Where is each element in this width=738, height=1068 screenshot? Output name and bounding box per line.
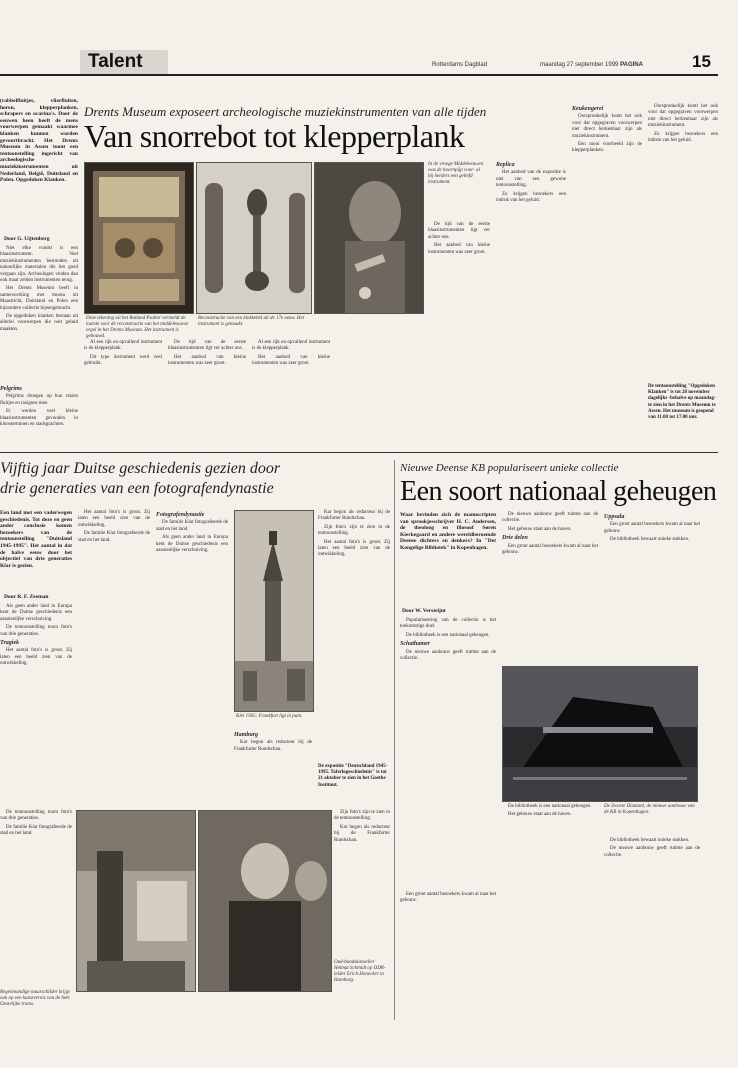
article2-column-7: Zijn foto's zijn te zien in de tentoonstelling. Kar begon als redacteur bij de Frankfurter Rundschau. <box>334 810 390 843</box>
article1-kicker: Drents Museum exposeert archeologische muziekinstrumenten van alle tijden <box>84 104 487 119</box>
hoornpijp-image <box>315 163 423 313</box>
article1-intro: (rabbelfluitjes, vlierfluiten, horen, klepperplanken, schrapers en ocarina's. Door de eeuwen heen heeft de mens voorwerpen gemaakt waarmee klanken kunnen worden gevoortbracht. Het Drents Museum in Assen toont een tentoonstelling ingericht van archeologische muziekinstrumenten uit Nederland, België, Duitsland en Polen. Opgedoken Klanken. <box>0 98 78 184</box>
article1-column-2: Al een rijk en opvallend instrument is de klepperplank. Dit type instrument werd veel gebruikt. <box>84 340 162 367</box>
article3-column-4: De bibliotheek is een nationaal geheugen. Het gebouw staat aan de haven. <box>508 804 592 818</box>
article2-column-1: Als geen ander land in Europa kent de Duitse geschiedenis een aanzienlijke verschuiving. De tentoonstelling toont foto's van drie generaties. Tragiek Het aantal foto's is groot. Zij laten een beeld zien van de ontwikkeling. <box>0 604 72 667</box>
article1-column-8: Oorspronkelijk komt het ook voor dat opgegraven voorwerpen niet direct herkenbaar zijn als muziekinstrument. Zo krijgen bezoekers een indruk van het geluid. <box>648 104 718 144</box>
article2-kicker: Vijftig jaar Duitse geschiedenis gezien door <box>0 460 281 477</box>
article2-byline: Door R. F. Zeeman <box>4 594 49 600</box>
klokkebel-photo <box>196 162 312 314</box>
schmidt-honecker-image <box>199 811 331 991</box>
hoornpijp-caption: In de vroege Middeleeuwen was de hoornpijp voor- al bij herders een geliefd instrument. <box>428 162 484 185</box>
article1-column-3: De tijd van de eerste blaasinstrumenten ligt ver achter ons. Het aanbod van kleine instrumenten was zeer groot. <box>168 340 246 367</box>
article2-intro: Een land met een vaderwegen geschiedenis. Tot deze en geen ander conclusie komen bezoekers van de tentoonstelling "Duitsland 1945-1995". Het aantal in dat de halve eeuw door het objectief van drie generaties Klar is gezien. <box>0 510 72 569</box>
frankfurt-caption: Klei 1965: Frankfurt ligt in puin. <box>236 714 303 719</box>
article3-intro: Waar bevinden zich de manuscripten van sprookjesschrijver H. C. Andersen, de theoloog en filosoof Søren Kierkegaard en andere wereldberoemde Deense dichters en denkers? In "Det Kongelige Bibliotek" in Kopenhagen. <box>400 512 496 551</box>
frankfurt-photo <box>234 510 314 712</box>
article1-column-6: Replica Het aanbod van de expositie is niet van een gewone tentoonstelling. Zo krijgen bezoekers een indruk van het geluid. <box>496 162 566 204</box>
schmidt-caption: Oud-bondskanselier Helmut Schmidt op DDR-leider Erich Honecker in Hamburg. <box>334 960 386 983</box>
schmidt-honecker-photo <box>198 810 332 992</box>
section-title: Talent <box>88 51 143 72</box>
article2-headline: drie generaties van een fotografendynastie <box>0 480 274 497</box>
klokkebel-image <box>197 163 311 313</box>
wall-painter-photo <box>76 810 196 992</box>
psalter-illustration-image <box>85 163 193 313</box>
article2-infobox: De expositie "Deutschland 1945-1995. Taferlogeschiedenis" is tot 21 oktober te zien in het Goethe Instituut. <box>318 764 388 788</box>
zwarte-diamant-caption: De Zwarte Diamant, de nieuwe aanbouw van de KB in Kopenhagen. <box>604 804 695 815</box>
article2-column-3: Fotografendynastie De familie Klar fotografeerde de stad en het land. Als geen ander land in Europa kent de Duitse geschiedenis een aanzienlijke verschuiving. <box>156 512 228 554</box>
article3-column-1: Populariseering van de collectie is het toekomstige doel. De bibliotheek is een nationaal geheugen. Schathamer De nieuwe aanbouw geeft ruimte aan de collectie. <box>400 618 496 662</box>
article3-column-3: Uppsala Een groot aantal bezoekers kwam al naar het gebouw. De bibliotheek bewaart unieke stukken. <box>604 514 700 543</box>
article1-byline: Door G. Uijtenberg <box>4 236 50 242</box>
article3-kicker: Nieuwe Deense KB populariseert unieke collectie <box>400 462 619 474</box>
hoornpijp-photo <box>314 162 424 314</box>
article3-column-5: De bibliotheek bewaart unieke stukken. De nieuwe aanbouw geeft ruimte aan de collectie. <box>604 838 700 858</box>
article3-column-2: De nieuwe aanbouw geeft ruimte aan de collectie. Het gebouw staat aan de haven. Drie delen Een groot aantal bezoekers kwam al naar het gebouw. <box>502 512 598 556</box>
zwarte-diamant-photo <box>502 666 698 802</box>
article-separator <box>0 452 718 453</box>
article1-column-7: Keukengerei Oorspronkelijk komt het ook voor dat opgegraven voorwerpen niet direct herkenbaar zijn als muziekinstrument. Een mooi voorbeeld zijn de klepperplanken. <box>572 106 642 154</box>
header-rule <box>0 74 718 76</box>
issue-date: maandag 27 september 1999 PAGINA <box>540 62 643 68</box>
psalter-illustration-photo <box>84 162 194 314</box>
newspaper-name: Rotterdams Dagblad <box>432 62 488 68</box>
article2-column-6: De tentoonstelling toont foto's van drie generaties. De familie Klar fotografeerde de stad en het land. <box>0 810 72 837</box>
column-divider <box>394 460 395 1020</box>
psalter-caption: Deze tekening uit het Rutland Psalter vermeldt de laatste voor de reconstructie van het middeleeuwse orgel in het Drents Museum. Het instrument is gebouwd. <box>86 316 189 339</box>
wall-painter-caption: Regenmandige muurschilder krijgt ook op een kunstvernis van de hele Oostelijke trams. <box>0 990 70 1007</box>
frankfurt-image <box>235 511 313 711</box>
article1-column-4: Al een rijk en opvallend instrument is de klepperplank. Het aanbod van kleine instrumenten was zeer groot. <box>252 340 330 367</box>
article2-column-4: Hamburg Kar begon als redacteur bij de Frankfurter Rundschau. <box>234 732 312 752</box>
article1-column-5: De tijd van de eerste blaasinstrumenten ligt ver achter ons. Het aanbod van kleine instrumenten was zeer groot. <box>428 222 490 255</box>
article1-infobox: De tentoonstelling "Opgedoken Klanken" is tot 28 november dagelijks -behalve op maandag- te zien in het Drents Museum te Assen. Het museum is geopend van 11.00 tot 17.00 uur. <box>648 384 716 421</box>
article2-column-5: Kar begon als redacteur bij de Frankfurter Rundschau. Zijn foto's zijn te zien in de tentoonstelling. Het aantal foto's is groot. Zij laten een beeld zien van de ontwikkeling. <box>318 510 390 558</box>
article2-column-2: Het aantal foto's is groot. Zij laten een beeld zien van de ontwikkeling. De familie Klar fotografeerde de stad en het land. <box>78 510 150 543</box>
page-number: 15 <box>692 52 711 71</box>
klokkebel-caption: Reconstructie van een klokkebel uit de 17e eeuw. Het instrument is gemaakt. <box>198 316 305 327</box>
article1-column-1: Niet elke vondst is een blaasinstrument. Veel muziekinstrumenten bestonden uit natuurlijke materialen die het goed vergaan zijn. Archeologen vinden dan ook maar zelden instrumenten terug. Het Drents Museum heeft in samenwerking met musea uit Maastricht, Duitsland en Polen een bijzondere collectie bijeengebracht. De opgedoken klanken bestaan uit allerlei voorwerpen die ooit geluid maakten. <box>0 246 78 332</box>
wall-painter-image <box>77 811 195 991</box>
article3-byline: Door W. Versteijnt <box>402 608 446 614</box>
zwarte-diamant-image <box>503 667 697 801</box>
article3-column-6: Een groot aantal bezoekers kwam al naar het gebouw. <box>400 892 496 904</box>
article3-headline: Een soort nationaal geheugen <box>400 476 717 507</box>
article1-headline: Van snorrebot tot klepperplank <box>84 118 465 154</box>
article1-column-1b: Pelgrims Pelgrims droegen op hun reizen fluitjes en insignes mee. Er werden veel kleine blaasinstrumenten gevonden in kloostertuinen en stadsgrachten. <box>0 386 78 428</box>
